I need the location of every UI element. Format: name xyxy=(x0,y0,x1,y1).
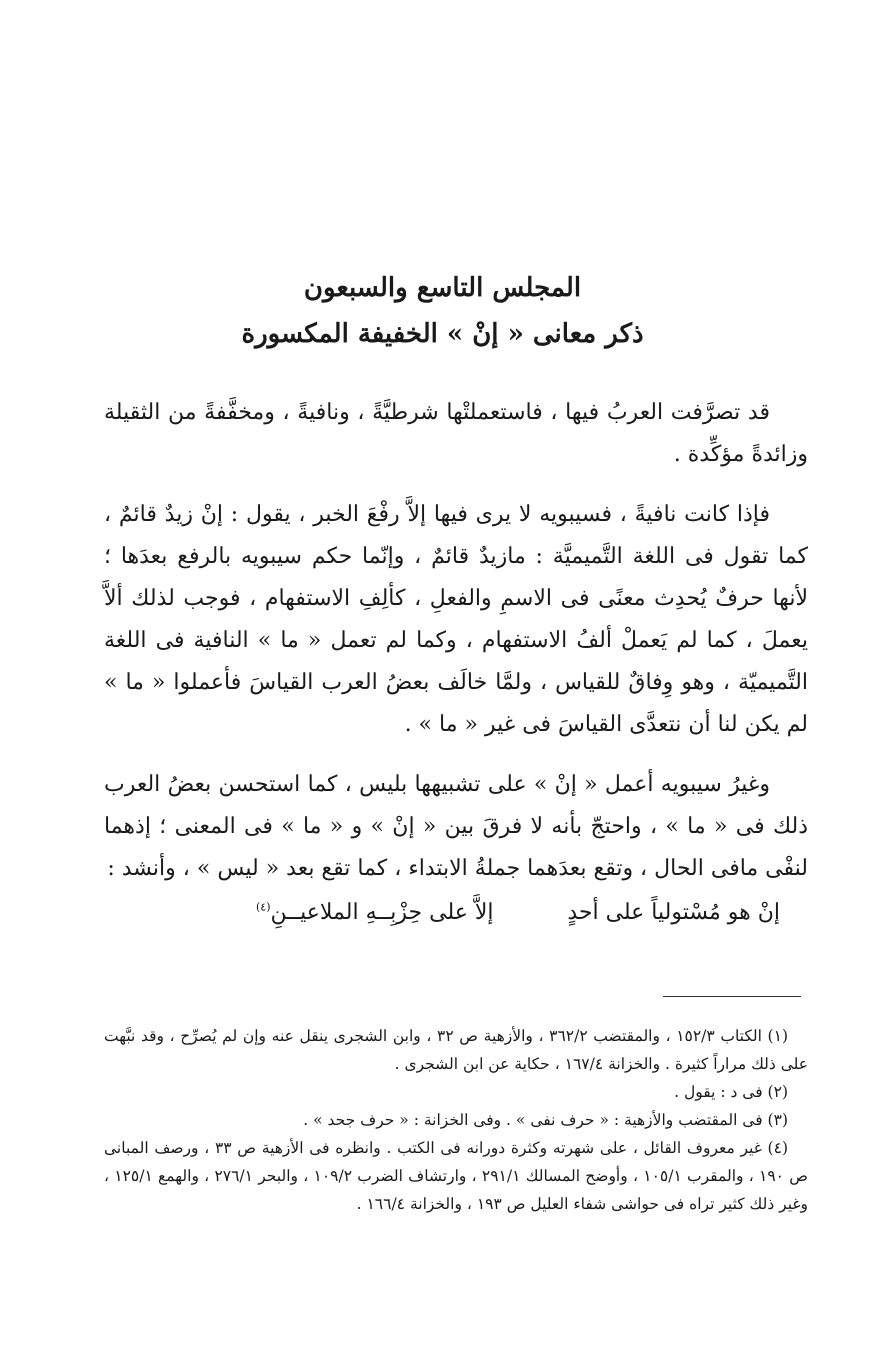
verse-right-hemistich: إنْ هو مُسْتولياً على أحدٍ xyxy=(567,900,780,925)
footnote-4: (٤) غير معروف القائل ، على شهرته وكثرة دورانه فى الكتب . وانظره فى الأزهية ص ٣٣ ، ورصف المبانى ص ١٩٠ ، والمقرب ١٠٥/١ ، وأوضح المسالك ٢٩١/١ ، وارتشاف الضرب ١٠٩/٢ ، والبحر ٢٧٦/١ ، والهمع ١٢٥/١ ، وغير ذلك كثير تراه فى حواشى شفاء العليل ص ١٩٣ ، والخزانة ١٦٦/٤ . xyxy=(104,1139,808,1213)
verse-left-hemistich: إلاَّ على حِزْبِــهِ الملاعيــنِ$^{(٤)}$ xyxy=(256,900,494,925)
chapter-subtitle: ذكر معانى « إنْ » الخفيفة المكسورة xyxy=(241,319,644,349)
main-text xyxy=(104,392,808,934)
footnote-2: (٢) فى د : يقول . xyxy=(674,1083,788,1101)
footnote-separator xyxy=(663,996,801,997)
footnote-3: (٣) فى المقتضب والأزهية : « حرف نفى » . وفى الخزانة : « حرف جحد » . xyxy=(303,1111,788,1129)
heading-block xyxy=(0,268,885,354)
footnote-1: (١) الكتاب ١٥٢/٣ ، والمقتضب ٣٦٢/٢ ، والأزهية ص ٣٢ ، وابن الشجرى ينقل عنه وإن لم يُصرِّح ، وقد نبَّهت على ذلك مراراً كثيرة . والخزانة ١٦٧/٤ ، حكاية عن ابن الشجرى . xyxy=(104,1027,808,1073)
poetry-verse xyxy=(104,892,808,934)
footnote-mark: (٤) xyxy=(256,900,271,914)
footnotes xyxy=(104,1022,808,1218)
chapter-title: المجلس التاسع والسبعون xyxy=(303,273,582,303)
paragraph-3: وغيرُ سيبويه أعمل « إنْ » على تشبيهها بليس ، كما استحسن بعضُ العرب ذلك فى « ما » ، واحتجّ بأنه لا فرقَ بين « إنْ » و « ما » فى المعنى ؛ إذهما لنفْى مافى الحال ، وتقع بعدَهما جملةُ الابتداء ، كما تقع بعد « ليس » ، وأنشد : xyxy=(104,772,808,881)
paragraph-2: فإذا كانت نافيةً ، فسيبويه لا يرى فيها إلاَّ رفْعَ الخبر ، يقول : إنْ زيدٌ قائمٌ ، كما تقول فى اللغة التَّميميَّة : مازيدٌ قائمٌ ، وإنّما حكم سيبويه بالرفع بعدَها ؛ لأنها حرفٌ يُحدِث معنًى فى الاسمِ والفعلِ ، كألِفِ الاستفهام ، فوجب لذلك ألاَّ يعملَ ، كما لم يَعملْ ألفُ الاستفهام ، وكما لم تعمل « ما » النافية فى اللغة التَّميميّة ، وهو وِفاقٌ للقياس ، ولمَّا خالَف بعضُ العرب القياسَ فأعملوا « ما » لم يكن لنا أن نتعدَّى القياسَ فى غير « ما » . xyxy=(104,502,808,737)
paragraph-1: قد تصرَّفت العربُ فيها ، فاستعملتْها شرطيَّةً ، ونافيةً ، ومخفَّفةً من الثقيلة وزائدةً مؤكِّدة . xyxy=(104,400,808,467)
